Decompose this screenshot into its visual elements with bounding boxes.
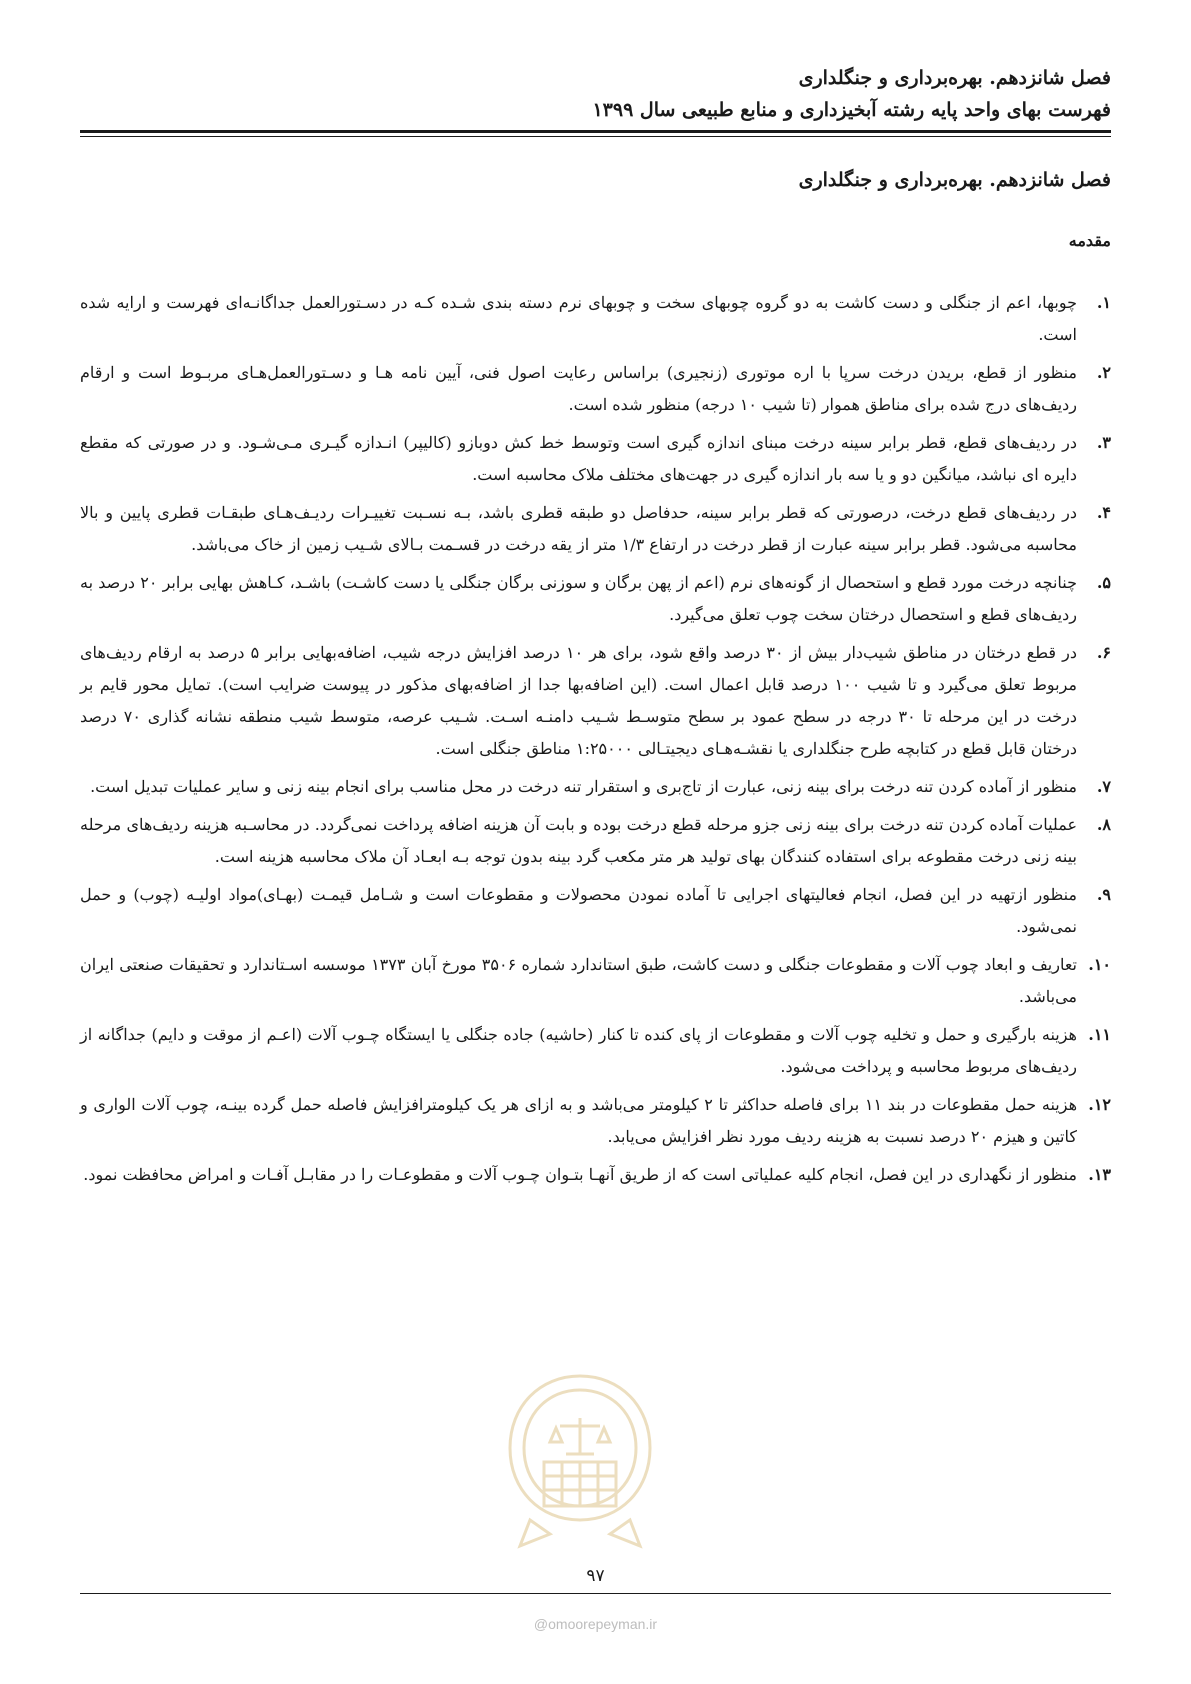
list-item (80, 1019, 1111, 1083)
item-number: ۱۰. (1088, 955, 1111, 974)
header-title-line: فهرست بهای واحد پایه رشته آبخیزداری و منابع طبیعی سال ۱۳۹۹ (592, 99, 1111, 121)
list-item (80, 497, 1111, 561)
section-title: مقدمه (1068, 231, 1111, 250)
item-text: در قطع درختان در مناطق شیب‌دار بیش از ۳۰ درصد واقع شود، برای هر ۱۰ درصد افزایش درجه شیب، اضافه‌بهایی برابر ۵ درصد به ارقام ردیف‌های مربوط تعلق می‌گیرد و تا شیب ۱۰۰ درصد قابل اعمال است. (این اضافه‌بها جدا از اضافه‌بهای مذکور در پیوست ضرایب است). تمایل محور قایم بر درخت در این مرحله تا ۳۰ درجه در سطح عمود بر سطح متوسـط شـیب دامنـه اسـت. شـیب عرصه، متوسط شیب منطقه نشانه گذاری ۷۰ درصد درختان قابل قطع در کتابچه طرح جنگلداری یا نقشـه‌هـای دیجیتـالی ۱:۲۵۰۰۰ مناطق جنگلی است. (80, 643, 1078, 758)
item-number: ۱۲. (1088, 1095, 1111, 1114)
page-number: ۹۷ (586, 1566, 605, 1586)
item-text: منظور ازتهیه در این فصل، انجام فعالیتهای اجرایی تا آماده نمودن محصولات و مقطوعات است و شـامل قیمـت (بهـای)مواد اولیـه (چوب) و حمل نمی‌شود. (80, 885, 1078, 936)
list-item (80, 771, 1111, 803)
item-number: ۵. (1096, 573, 1111, 592)
header-rule-thin (80, 136, 1111, 137)
item-text: در ردیف‌های قطع درخت، درصورتی که قطر برابر سینه، حدفاصل دو طبقه قطری باشد، بـه نسـبت تغییـرات ردیـف‌هـای طبقـات قطری پایین و بالا محاسبه می‌شود. قطر برابر سینه عبارت از قطر درخت در ارتفاع ۱/۳ متر از یقه درخت در قسـمت بـالای شـیب زمین از خاک می‌باشد. (80, 503, 1077, 554)
page-header (81, 62, 1111, 126)
item-number: ۴. (1096, 503, 1111, 522)
item-number: ۳. (1096, 433, 1111, 452)
item-text: منظور از قطع، بریدن درخت سرپا با اره موتوری (زنجیری) براساس رعایت اصول فنی، آیین نامه هـا و دسـتورالعمل‌هـای مربـوط است و ارقام ردیف‌های درج شده برای مناطق هموار (تا شیب ۱۰ درجه) منظور شده است. (80, 363, 1077, 414)
list-item (80, 879, 1111, 943)
item-number: ۱۳. (1088, 1165, 1111, 1184)
item-number: ۱۱. (1088, 1025, 1111, 1044)
item-number: ۲. (1096, 363, 1111, 382)
item-number: ۸. (1096, 815, 1111, 834)
item-text: منظور از نگهداری در این فصل، انجام کلیه عملیاتی است که از طریق آنهـا بتـوان چـوب آلات و مقطوعـات را در مقابـل آفـات و امراض محافظت نمود. (83, 1165, 1077, 1184)
list-item (80, 567, 1111, 631)
item-text: عملیات آماده کردن تنه درخت برای بینه زنی جزو مرحله قطع درخت بوده و بابت آن هزینه اضافه پرداخت نمی‌گردد. در محاسـبه هزینه ردیف‌های مرحله بینه زنی درخت مقطوعه برای استفاده کنندگان بهای تولید هر متر مکعب گرد بینه بدون توجه بـه ابعـاد آن ملاک محاسبه هزینه است. (80, 815, 1077, 866)
list-item (80, 1089, 1111, 1153)
footer-rule (80, 1593, 1111, 1594)
list-item (80, 1159, 1111, 1191)
item-text: چوبها، اعم از جنگلی و دست کاشت به دو گروه چوبهای سخت و چوبهای نرم دسته بندی شـده کـه در دسـتورالعمل جداگانـه‌ای فهرست و ارایه شده است. (80, 293, 1078, 344)
item-number: ۶. (1096, 643, 1111, 662)
list-item (80, 809, 1111, 873)
list-item (80, 637, 1111, 765)
item-text: چنانچه درخت مورد قطع و استحصال از گونه‌های نرم (اعم از پهن برگان و سوزنی برگان جنگلی یا دست کاشـت) باشـد، کـاهش بهایی برابر ۲۰ درصد به ردیف‌های قطع و استحصال درختان سخت چوب تعلق می‌گیرد. (80, 573, 1077, 624)
item-text: منظور از آماده کردن تنه درخت برای بینه زنی، عبارت از تاج‌بری و استقرار تنه درخت در محل مناسب برای انجام بینه زنی و سایر عملیات تبدیل است. (90, 777, 1077, 796)
item-text: در ردیف‌های قطع، قطر برابر سینه درخت مبنای اندازه گیری است وتوسط خط کش دوبازو (کالیپر) انـدازه گیـری مـی‌شـود. و در صورتی که مقطع دایره ای نباشد، میانگین دو و یا سه بار اندازه گیری در جهت‌های مختلف ملاک محاسبه است. (80, 433, 1077, 484)
list-item (80, 357, 1111, 421)
chapter-title: فصل شانزدهم. بهره‌برداری و جنگلداری (798, 169, 1111, 191)
list-item (80, 949, 1111, 1013)
header-rule-thick (80, 130, 1111, 133)
list-item (80, 287, 1111, 351)
header-chapter-line: فصل شانزدهم. بهره‌برداری و جنگلداری (798, 67, 1111, 89)
item-text: هزینه بارگیری و حمل و تخلیه چوب آلات و مقطوعات از پای کنده تا کنار (حاشیه) جاده جنگلی یا ایستگاه چـوب آلات (اعـم از موقت و دایم) جداگانه از ردیف‌های مربوط محاسبه و پرداخت می‌شود. (80, 1025, 1077, 1076)
item-number: ۹. (1096, 885, 1111, 904)
numbered-list (80, 287, 1111, 1197)
footer-website: @omoorepeyman.ir (533, 1616, 658, 1632)
item-number: ۱. (1096, 293, 1111, 312)
seal-watermark-icon (500, 1370, 660, 1550)
item-number: ۷. (1096, 777, 1111, 796)
item-text: هزینه حمل مقطوعات در بند ۱۱ برای فاصله حداکثر تا ۲ کیلومتر می‌باشد و به ازای هر یک کیلومترافزایش فاصله حمل گرده بینـه، چوب آلات الواری و کاتین و هیزم ۲۰ درصد نسبت به هزینه ردیف مورد نظر افزایش می‌یابد. (80, 1095, 1078, 1146)
item-text: تعاریف و ابعاد چوب آلات و مقطوعات جنگلی و دست کاشت، طبق استاندارد شماره ۳۵۰۶ مورخ آبان ۱۳۷۳ موسسه اسـتاندارد و تحقیقات صنعتی ایران می‌باشد. (80, 955, 1078, 1006)
list-item (80, 427, 1111, 491)
